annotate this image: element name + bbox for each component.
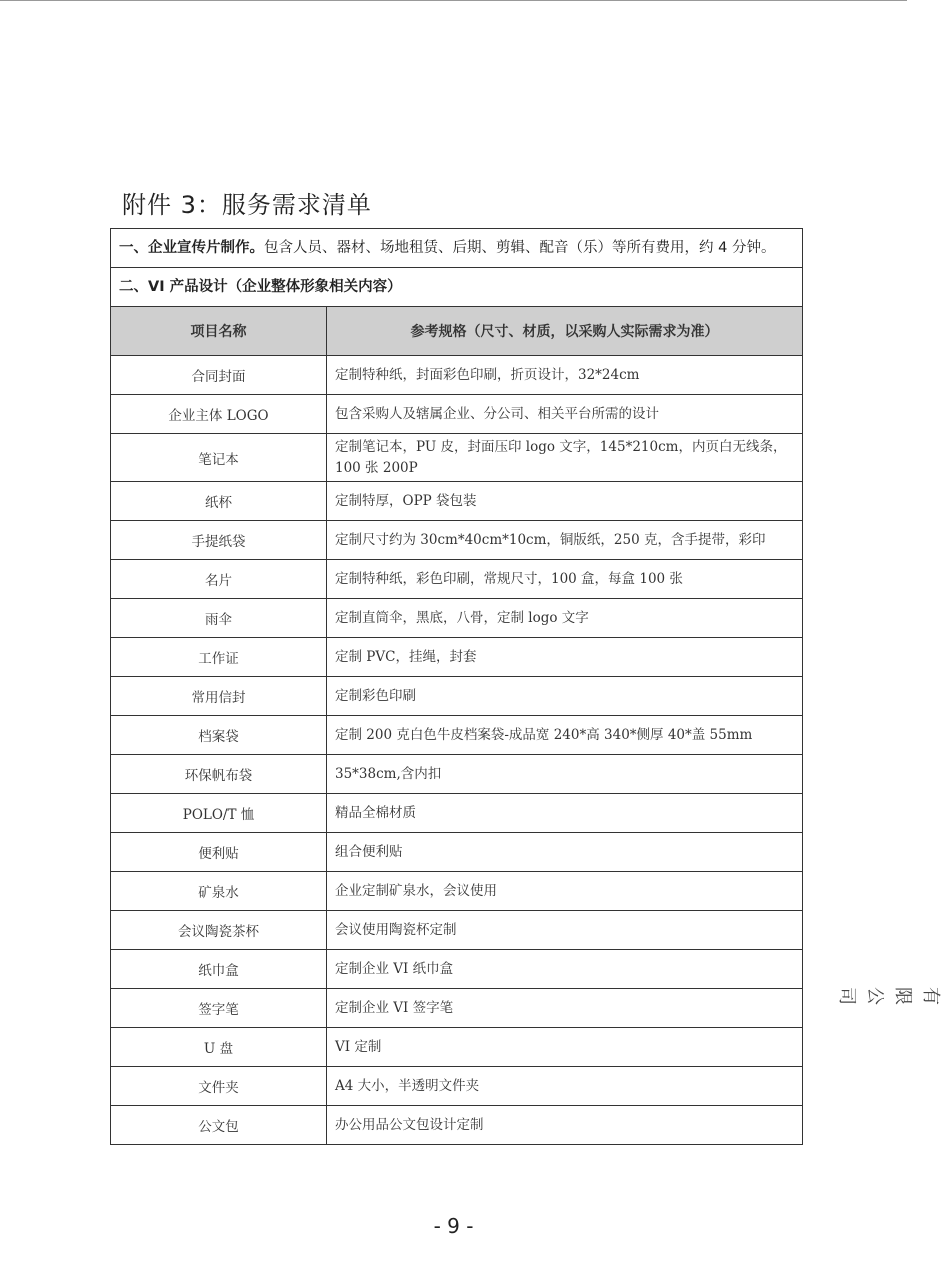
- item-name-cell: 纸巾盒: [111, 950, 327, 989]
- table-row: [111, 356, 803, 395]
- item-name-cell: 便利贴: [111, 833, 327, 872]
- item-spec-cell: 定制直筒伞，黑底，八骨，定制 logo 文字: [327, 599, 803, 638]
- table-row: [111, 1028, 803, 1067]
- item-name-cell: 会议陶瓷茶杯: [111, 911, 327, 950]
- seal-stamp-text: 有限公司: [836, 987, 941, 1005]
- table-row: [111, 872, 803, 911]
- table-row: [111, 1067, 803, 1106]
- item-name-cell: 档案袋: [111, 716, 327, 755]
- item-spec-cell: A4 大小，半透明文件夹: [327, 1067, 803, 1106]
- item-spec-cell: 定制特种纸，封面彩色印刷，折页设计，32*24cm: [327, 356, 803, 395]
- header-spec: 参考规格（尺寸、材质，以采购人实际需求为准）: [327, 307, 803, 356]
- item-name-cell: 纸杯: [111, 482, 327, 521]
- item-spec-cell: 会议使用陶瓷杯定制: [327, 911, 803, 950]
- table-row: [111, 716, 803, 755]
- section-1-lead: 一、企业宣传片制作。: [119, 240, 264, 256]
- item-name-cell: 签字笔: [111, 989, 327, 1028]
- table-row: [111, 1106, 803, 1145]
- item-spec-cell: 组合便利贴: [327, 833, 803, 872]
- table-row: [111, 395, 803, 434]
- item-spec-cell: 定制企业 VI 签字笔: [327, 989, 803, 1028]
- section-headers: [110, 228, 803, 306]
- item-name-cell: POLO/T 恤: [111, 794, 327, 833]
- table-row: [111, 521, 803, 560]
- table-row: [111, 482, 803, 521]
- table-row: [111, 677, 803, 716]
- spec-table: [110, 306, 803, 1145]
- table-row: [111, 599, 803, 638]
- item-name-cell: 常用信封: [111, 677, 327, 716]
- section-1: [110, 228, 803, 267]
- item-spec-cell: VI 定制: [327, 1028, 803, 1067]
- item-name-cell: 合同封面: [111, 356, 327, 395]
- item-spec-cell: 定制企业 VI 纸巾盒: [327, 950, 803, 989]
- item-spec-cell: 包含采购人及辖属企业、分公司、相关平台所需的设计: [327, 395, 803, 434]
- item-spec-cell: 35*38cm,含内扣: [327, 755, 803, 794]
- table-row: [111, 638, 803, 677]
- item-spec-cell: 定制 200 克白色牛皮档案袋-成品宽 240*高 340*侧厚 40*盖 55mm: [327, 716, 803, 755]
- page-title: 附件 3：服务需求清单: [122, 191, 372, 219]
- item-name-cell: 雨伞: [111, 599, 327, 638]
- item-spec-cell: 企业定制矿泉水，会议使用: [327, 872, 803, 911]
- item-name-cell: 文件夹: [111, 1067, 327, 1106]
- item-name-cell: 环保帆布袋: [111, 755, 327, 794]
- item-spec-cell: 定制 PVC，挂绳，封套: [327, 638, 803, 677]
- item-spec-cell: 办公用品公文包设计定制: [327, 1106, 803, 1145]
- seal-stamp-fragment: [836, 940, 941, 1052]
- table-row: [111, 755, 803, 794]
- item-spec-cell: 精品全棉材质: [327, 794, 803, 833]
- table-row: [111, 434, 803, 482]
- header-item-name: 项目名称: [111, 307, 327, 356]
- item-name-cell: 手提纸袋: [111, 521, 327, 560]
- item-spec-cell: 定制特种纸，彩色印刷，常规尺寸，100 盒，每盒 100 张: [327, 560, 803, 599]
- item-spec-cell: 定制笔记本，PU 皮，封面压印 logo 文字，145*210cm，内页白无线条，100 张 200P: [327, 434, 803, 482]
- item-spec-cell: 定制特厚，OPP 袋包装: [327, 482, 803, 521]
- table-row: [111, 911, 803, 950]
- table-row: [111, 833, 803, 872]
- item-name-cell: 矿泉水: [111, 872, 327, 911]
- item-name-cell: 企业主体 LOGO: [111, 395, 327, 434]
- table-row: [111, 950, 803, 989]
- top-rule: [0, 0, 907, 1]
- table-row: [111, 560, 803, 599]
- item-spec-cell: 定制尺寸约为 30cm*40cm*10cm，铜版纸，250 克，含手提带，彩印: [327, 521, 803, 560]
- page-number: - 9 -: [433, 1214, 474, 1238]
- section-2: [110, 267, 803, 306]
- item-name-cell: 公文包: [111, 1106, 327, 1145]
- table-row: [111, 794, 803, 833]
- item-name-cell: U 盘: [111, 1028, 327, 1067]
- table-header-row: [111, 307, 803, 356]
- table-row: [111, 989, 803, 1028]
- item-name-cell: 名片: [111, 560, 327, 599]
- item-spec-cell: 定制彩色印刷: [327, 677, 803, 716]
- item-name-cell: 工作证: [111, 638, 327, 677]
- section-2-lead: 二、VI 产品设计（企业整体形象相关内容）: [119, 279, 402, 295]
- item-name-cell: 笔记本: [111, 434, 327, 482]
- section-1-text: 包含人员、器材、场地租赁、后期、剪辑、配音（乐）等所有费用，约 4 分钟。: [264, 240, 776, 256]
